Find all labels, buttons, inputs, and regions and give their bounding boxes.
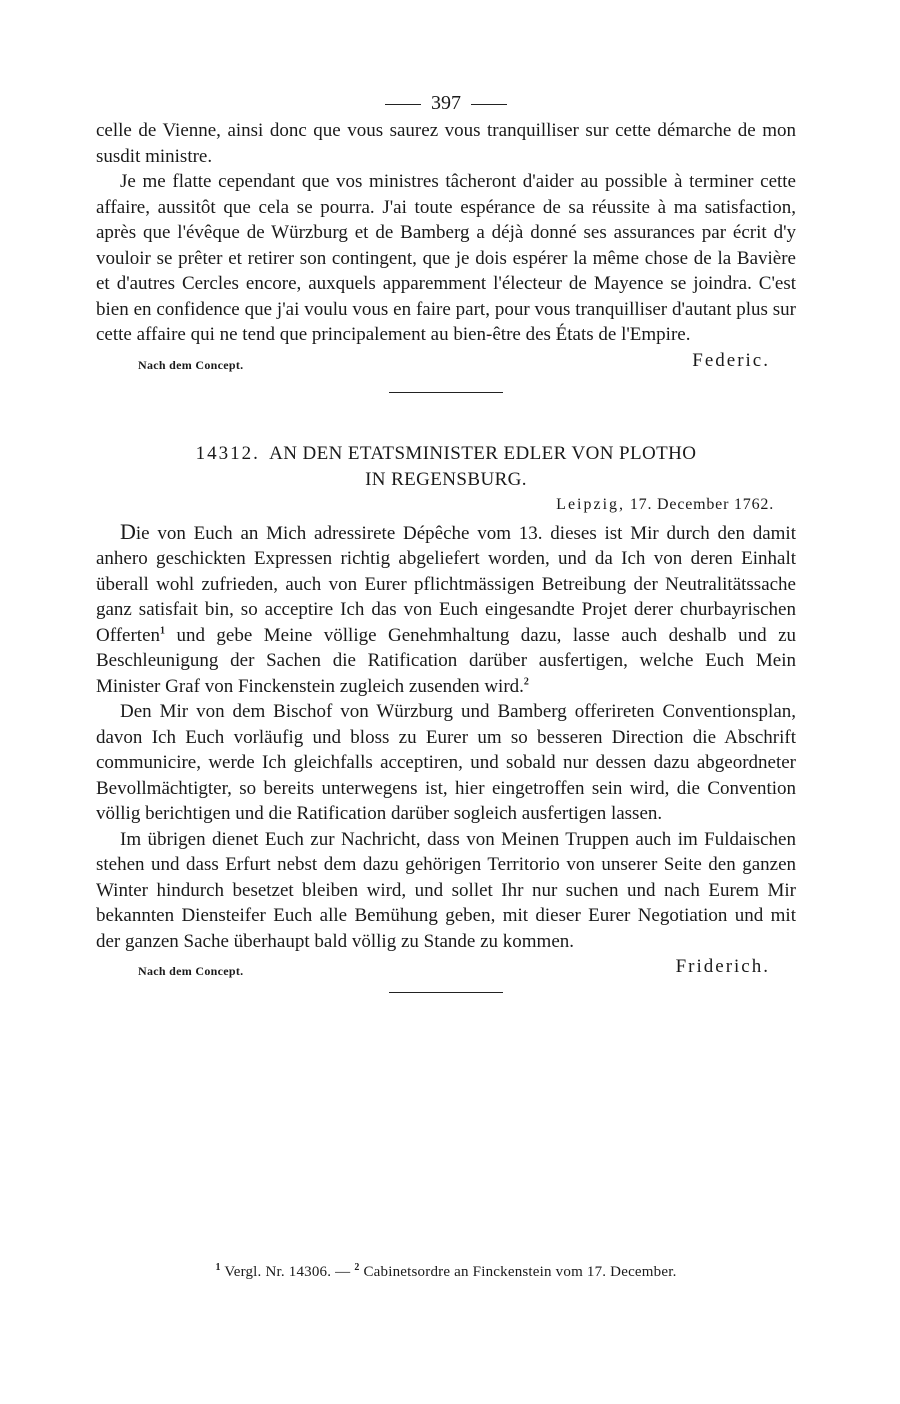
letter-title-line1: AN DEN ETATSMINISTER EDLER VON PLOTHO (269, 442, 697, 464)
footnote-marker: 1 (160, 625, 166, 637)
footnote-2: Cabinetsordre an Finckenstein vom 17. December. (359, 1264, 677, 1280)
drop-cap: D (120, 518, 136, 544)
page-number (96, 88, 796, 118)
source-note: Nach dem Concept. (138, 964, 244, 978)
paragraph (96, 519, 796, 700)
date: 17. December 1762. (629, 495, 774, 513)
paragraph: Im übrigen dienet Euch zur Nachricht, dass von Meinen Truppen auch im Fuldaischen stehen und dass Erfurt nebst dem dazu gehörigen Territorio von unserer Seite den ganzen Winter hindurch besetzet bleiben wird, und sollet Ihr nur suchen und nach Eurem Mir bekannten Diensteifer Euch alle Bemühung geben, mit dieser Eurer Negotiation und mit der ganzen Sache überhaupt bald völlig zu Stande zu kommen. (96, 828, 796, 952)
footnote-divider (389, 992, 503, 993)
footnote-marker: 2 (523, 676, 529, 688)
place: Leipzig, (556, 495, 626, 513)
signature: Federic. (692, 349, 770, 371)
page-number-dash-right (471, 104, 507, 105)
paragraph-text: und gebe Meine völlige Genehmhaltung dazu, lasse auch deshalb und zu Beschleunigung der Sachen die Ratification darüber ausfertigen, welche Euch Mein Minister Graf von Finckenstein zugleich zusenden wird. (96, 624, 796, 697)
footnote-1: Vergl. Nr. 14306. — (220, 1264, 355, 1280)
page-number-text: 397 (431, 92, 461, 114)
paragraph-text: ie von Euch an Mich adressirete Dépêche vom 13. dieses ist Mir durch den damit anhero geschickten Expressen richtig abgeliefert worden, und da Ich von deren Einhalt überall wohl zufrieden, auch von Eurer pflichtmässigen Betreibung der Neutralitätssache ganz satisfait bin, so acceptire Ich das von Euch eingesandte Projet derer churbayrischen Offerten (96, 522, 796, 646)
footnotes (96, 1264, 796, 1281)
source-note: Nach dem Concept. (138, 357, 244, 372)
footnote-marker: 2 (354, 1262, 360, 1273)
letter-closing (96, 350, 796, 380)
document-page (96, 88, 796, 993)
letter-heading (96, 441, 796, 493)
page-number-dash-left (385, 104, 421, 105)
letter-closing (96, 956, 796, 986)
signature: Friderich. (675, 956, 770, 977)
paragraph: Je me flatte cependant que vos ministres tâcheront d'aider au possible à terminer cette affaire, aussitôt que cela se pourra. J'ai toute espérance de sa réussite à ma satisfaction, après que l'évêque de Würzburg et de Bamberg a déjà donné ses assurances par écrit d'y vouloir se prêter et retirer son contingent, que je dois espérer la même chose de la Bavière et d'autres Cercles encore, auxquels apparemment l'électeur de Mayence se joindra. C'est bien en confidence que j'ai voulu vous en faire part, pour vous tranquilliser d'autant plus sur cette affaire qui ne tend que principalement au bien-être des États de l'Empire. (96, 171, 796, 345)
footnote-marker: 1 (215, 1262, 221, 1273)
section-divider (389, 392, 503, 393)
paragraph-continuation: celle de Vienne, ainsi donc que vous saurez vous tranquilliser sur cette démarche de mon susdit ministre. (96, 120, 796, 167)
place-date (96, 493, 774, 517)
letter-number: 14312. (195, 442, 260, 464)
letter-title-line2: IN REGENSBURG. (365, 468, 527, 490)
paragraph: Den Mir von dem Bischof von Würzburg und Bamberg offerireten Conventionsplan, davon Ich Euch vorläufig und bloss zu Eurer um so besseren Direction die Abschrift communicire, werde Ich gleichfalls acceptiren, und sobald nur dessen dazu abgeordneter Bevollmächtigter, so bereits unterwegens ist, hier eingetroffen sein wird, die Convention völlig berichtigen und die Ratification darüber sogleich ausfertigen lassen. (96, 701, 796, 824)
